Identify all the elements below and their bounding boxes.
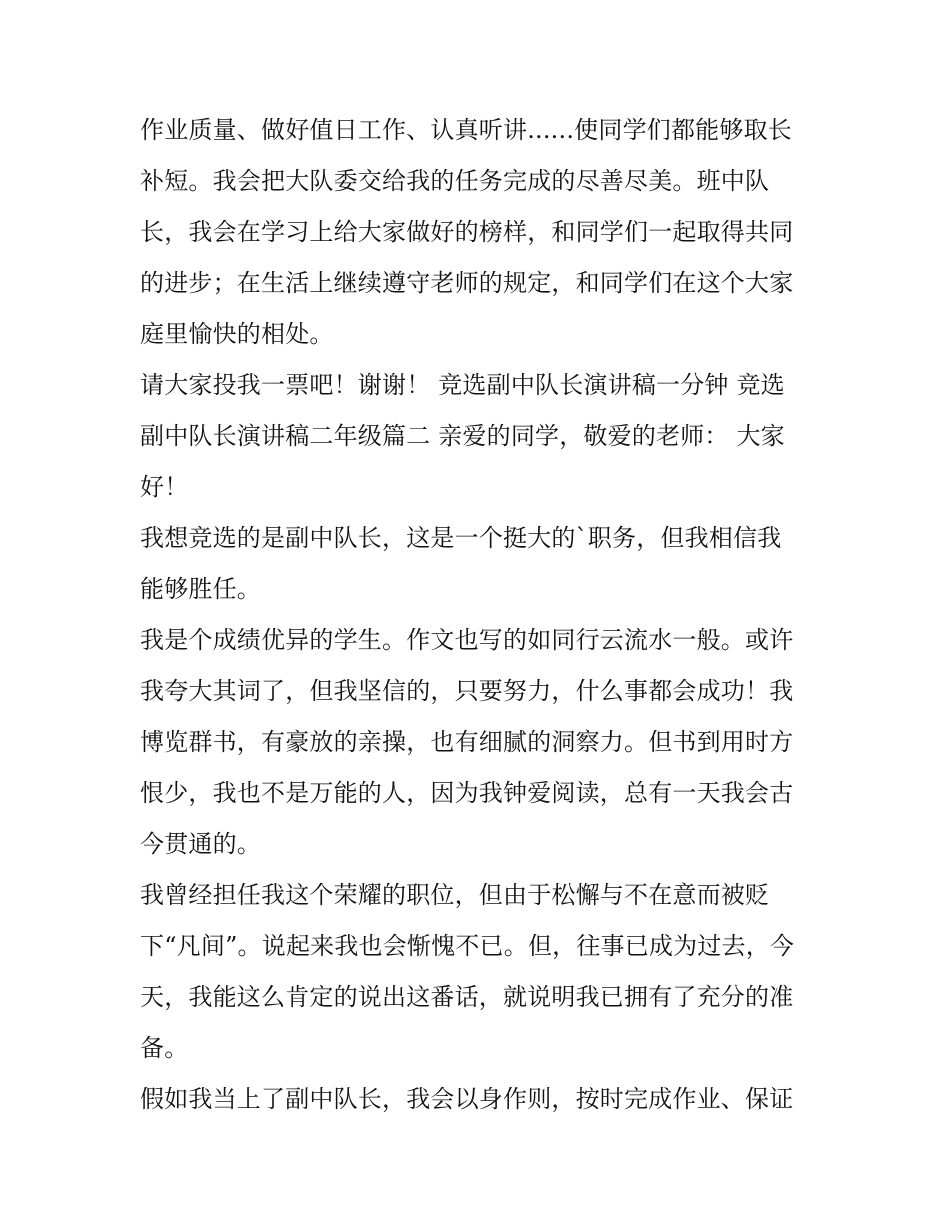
text-line: 我夸大其词了，但我坚信的，只要努力，什么事都会成功！我 xyxy=(140,677,794,705)
text-line: 好！ xyxy=(140,473,189,501)
text-line: 假如我当上了副中队长，我会以身作则，按时完成作业、保证 xyxy=(140,1085,794,1113)
text-line: 请大家投我一票吧！谢谢！ 竞选副中队长演讲稿一分钟 竞选 xyxy=(140,371,785,399)
text-line: 备。 xyxy=(140,1034,189,1062)
text-line: 我曾经担任我这个荣耀的职位，但由于松懈与不在意而被贬 xyxy=(140,881,770,909)
text-line: 我想竞选的是副中队长，这是一个挺大的`职务，但我相信我 xyxy=(140,524,782,552)
text-line: 的进步；在生活上继续遵守老师的规定，和同学们在这个大家 xyxy=(140,269,794,297)
text-line: 下“凡间”。说起来我也会惭愧不已。但，往事已成为过去，今 xyxy=(140,932,795,960)
text-line: 恨少，我也不是万能的人，因为我钟爱阅读，总有一天我会古 xyxy=(140,779,794,807)
text-line: 博览群书，有豪放的亲操，也有细腻的洞察力。但书到用时方 xyxy=(140,728,794,756)
text-line: 天，我能这么肯定的说出这番话，就说明我已拥有了充分的准 xyxy=(140,983,794,1011)
text-line: 作业质量、做好值日工作、认真听讲......使同学们都能够取长 xyxy=(140,116,792,144)
text-line: 我是个成绩优异的学生。作文也写的如同行云流水一般。或许 xyxy=(140,626,794,654)
text-line: 庭里愉快的相处。 xyxy=(140,320,334,348)
text-line: 副中队长演讲稿二年级篇二 亲爱的同学，敬爱的老师： 大家 xyxy=(140,422,785,450)
text-line: 能够胜任。 xyxy=(140,575,261,603)
text-line: 今贯通的。 xyxy=(140,830,261,858)
text-line: 长，我会在学习上给大家做好的榜样，和同学们一起取得共同 xyxy=(140,218,794,246)
text-line: 补短。我会把大队委交给我的任务完成的尽善尽美。班中队 xyxy=(140,167,770,195)
